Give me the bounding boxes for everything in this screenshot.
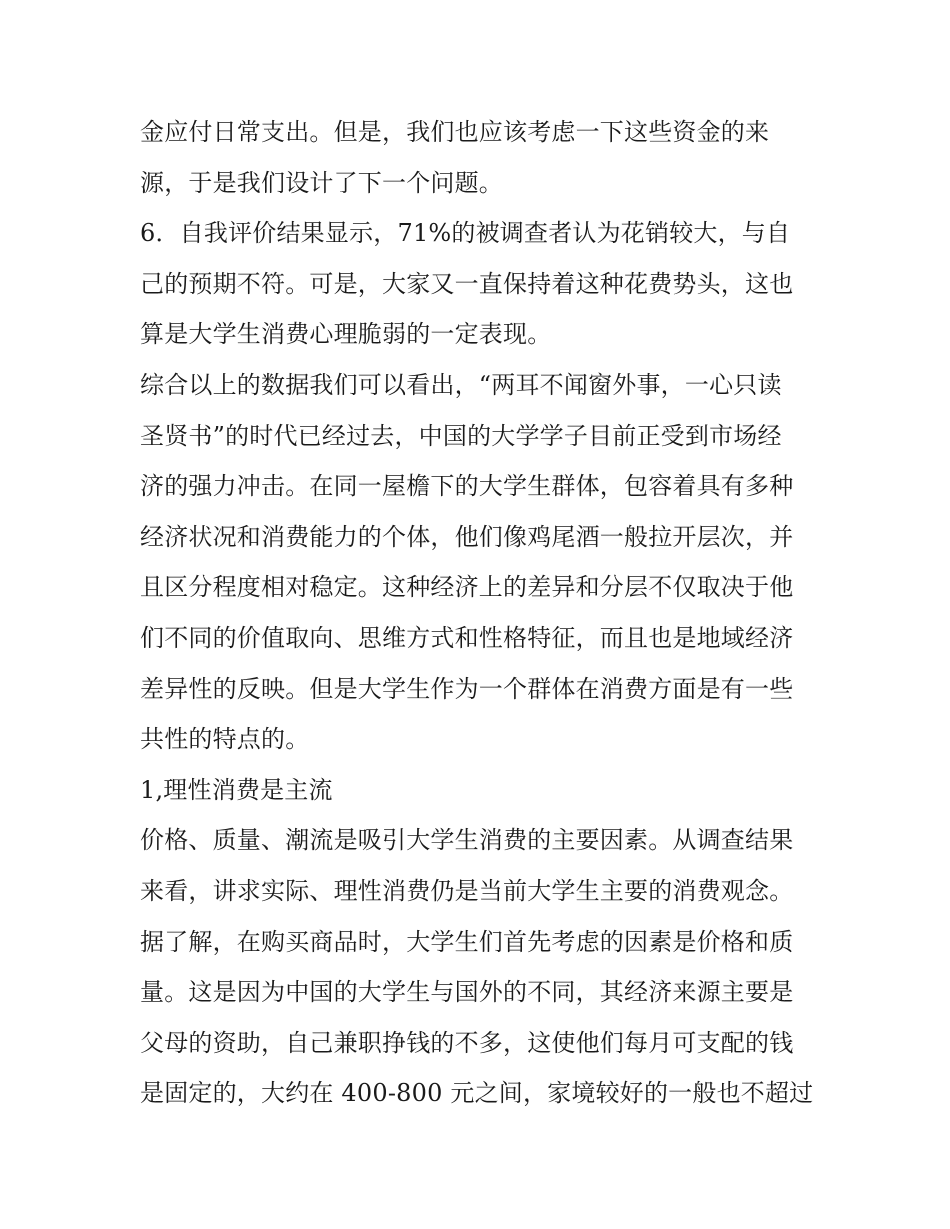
text-line: 价格、质量、潮流是吸引大学生消费的主要因素。从调查结果 xyxy=(140,826,794,855)
text-line: 们不同的价值取向、思维方式和性格特征，而且也是地域经济 xyxy=(140,623,794,652)
text-line: 6．自我评价结果显示，71%的被调查者认为花销较大，与自 xyxy=(140,219,791,248)
text-line: 济的强力冲击。在同一屋檐下的大学生群体，包容着具有多种 xyxy=(140,472,794,501)
text-line: 源，于是我们设计了下一个问题。 xyxy=(140,168,503,197)
text-line: 圣贤书”的时代已经过去，中国的大学学子目前正受到市场经 xyxy=(140,421,782,450)
text-line: 金应付日常支出。但是，我们也应该考虑一下这些资金的来 xyxy=(140,118,770,146)
text-line: 且区分程度相对稳定。这种经济上的差异和分层不仅取决于他 xyxy=(140,573,794,602)
document-body xyxy=(140,107,820,1119)
text-line: 父母的资助，自己兼职挣钱的不多，这使他们每月可支配的钱 xyxy=(140,1028,794,1057)
text-line: 经济状况和消费能力的个体，他们像鸡尾酒一般拉开层次，并 xyxy=(140,522,794,551)
text-line: 量。这是因为中国的大学生与国外的不同，其经济来源主要是 xyxy=(140,978,794,1007)
text-line: 综合以上的数据我们可以看出，“两耳不闻窗外事，一心只读 xyxy=(140,370,782,399)
section-heading: 1,理性消费是主流 xyxy=(140,775,333,804)
text-line: 己的预期不符。可是，大家又一直保持着这种花费势头，这也 xyxy=(140,269,794,298)
text-line: 算是大学生消费心理脆弱的一定表现。 xyxy=(140,320,552,349)
text-line: 共性的特点的。 xyxy=(140,725,310,754)
text-line: 来看，讲求实际、理性消费仍是当前大学生主要的消费观念。 xyxy=(140,876,794,905)
text-line: 是固定的，大约在 400-800 元之间，家境较好的一般也不超过 xyxy=(140,1079,814,1108)
text-line: 差异性的反映。但是大学生作为一个群体在消费方面是有一些 xyxy=(140,674,794,703)
text-line: 据了解，在购买商品时，大学生们首先考虑的因素是价格和质 xyxy=(140,927,794,956)
